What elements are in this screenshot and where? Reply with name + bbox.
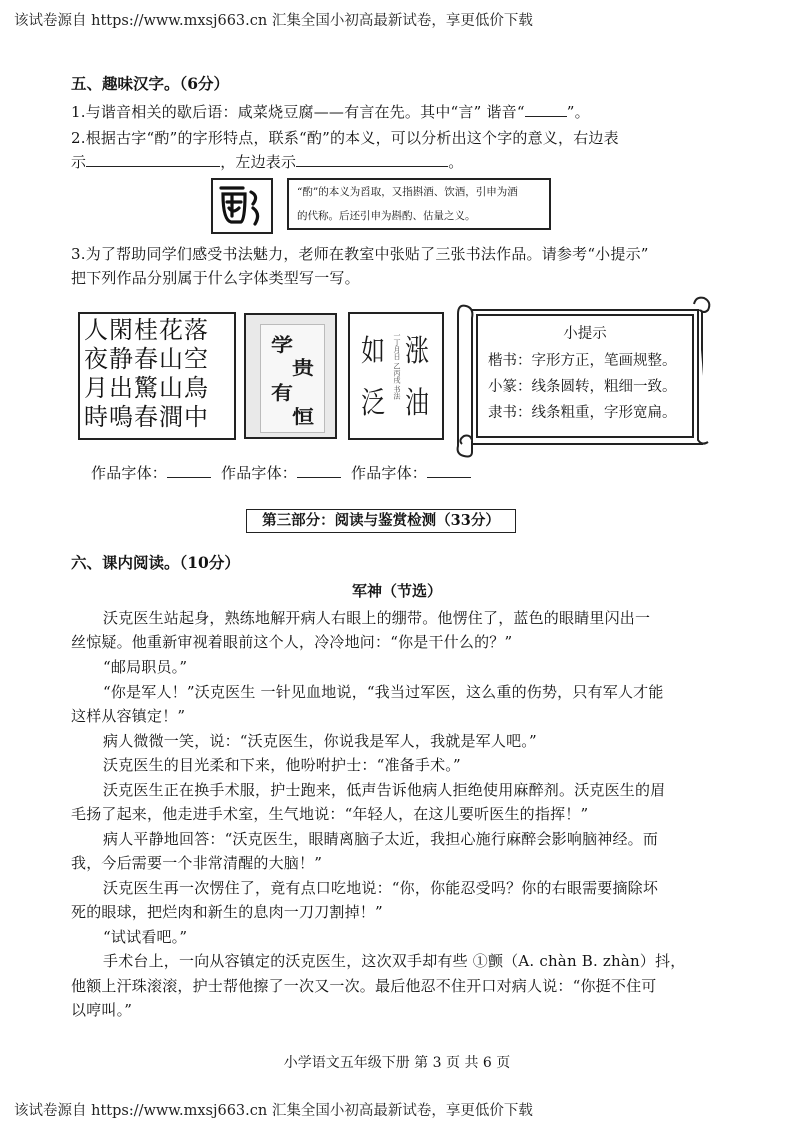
source-header: 该试卷源自 https://www.mxsj663.cn 汇集全国小初高最新试卷，享更低价下载 <box>14 13 533 29</box>
passage-line: 以哼叫。” <box>71 1001 133 1019</box>
passage-line: 病人平静地回答：“沃克医生，眼睛离脑子太近，我担心施行麻醉会影响脑神经。而 <box>103 830 659 848</box>
artwork3-inscription: 一丁月日 乙丙戌 书法 <box>393 332 401 400</box>
q2-blank-left[interactable] <box>296 152 448 167</box>
hint-lishu: 隶书：线条粗重，字形宽扁。 <box>488 405 677 421</box>
artwork1-row: 人閑桂花落 <box>84 316 209 344</box>
passage-line: 沃克医生站起身，熟练地解开病人右眼上的绷带。他愣住了，蓝色的眼睛里闪出一 <box>103 609 651 627</box>
answer-label: 作品字体： <box>221 464 298 482</box>
artwork1-row: 時鳴春澗中 <box>84 403 209 431</box>
passage-line: 毛扬了起来，他走进手术室，生气地说：“年轻人，在这儿要听医生的指挥！” <box>71 805 589 823</box>
q2-label-left: ，左边表示 <box>220 153 297 171</box>
passage-line: “试试看吧。” <box>103 928 188 946</box>
answer-label: 作品字体： <box>91 464 168 482</box>
part3-heading: 第三部分：阅读与鉴赏检测（33分） <box>246 509 516 533</box>
artwork2-char: 学 <box>271 335 294 357</box>
artwork1-row: 夜静春山空 <box>84 345 209 373</box>
page-footer: 小学语文五年级下册 第 3 页 共 6 页 <box>283 1055 511 1071</box>
section5-title: 五、趣味汉字。（6分） <box>71 74 230 93</box>
q2-blank-right[interactable] <box>86 152 220 167</box>
q1-text: 1.与谐音相关的歇后语：咸菜烧豆腐——有言在先。其中“言” 谐音“ <box>71 103 525 121</box>
passage-line: 我，今后需要一个非常清醒的大脑！” <box>71 854 323 872</box>
q3-line1: 3.为了帮助同学们感受书法魅力，老师在教室中张贴了三张书法作品。请参考“小提示” <box>71 245 649 263</box>
passage-line: 沃克医生再一次愣住了，竟有点口吃地说：“你，你能忍受吗？你的右眼需要摘除坏 <box>103 879 659 897</box>
artwork2-char: 恒 <box>292 407 315 429</box>
artwork3-char: 涨 <box>405 334 429 369</box>
hint-xiaozhuan: 小篆：线条圆转，粗细一致。 <box>488 379 677 395</box>
q1 <box>71 101 590 122</box>
definition-box <box>287 178 551 230</box>
passage-line: “邮局职员。” <box>103 658 188 676</box>
definition-line1: “酌”的本义为舀取，又指斟酒、饮酒，引申为酒 <box>297 186 518 198</box>
q2-label-right: 示 <box>71 153 87 171</box>
passage-line: 丝惊疑。他重新审视着眼前这个人，冷冷地问：“你是干什么的？” <box>71 633 513 651</box>
passage-line: “你是军人！”沃克医生 一针见血地说，“我当过军医，这么重的伤势，只有军人才能 <box>103 683 664 701</box>
section6-title: 六、课内阅读。（10分） <box>71 553 240 572</box>
calligraphy-artwork-3 <box>348 312 444 440</box>
passage-line: 这样从容镇定！” <box>71 707 186 725</box>
artwork2-paper <box>260 324 325 433</box>
artwork3-char: 泛 <box>361 386 385 421</box>
answer-blank-2[interactable] <box>297 463 341 478</box>
answer-1 <box>91 462 211 483</box>
passage-line: 病人微微一笑，说：“沃克医生，你说我是军人，我就是军人吧。” <box>103 732 537 750</box>
hint-kaishu: 楷书：字形方正，笔画规整。 <box>488 353 677 369</box>
definition-line2: 的代称。后还引申为斟酌、估量之义。 <box>297 210 476 222</box>
artwork3-char: 如 <box>361 334 385 369</box>
passage-line: 他额上汗珠滚滚，护士帮他擦了一次又一次。最后他忍不住开口对病人说：“你挺不住可 <box>71 977 657 995</box>
seal-glyph-icon <box>213 180 267 228</box>
seal-script-image <box>211 178 273 234</box>
answer-blank-1[interactable] <box>167 463 211 478</box>
passage-line: 沃克医生的目光柔和下来，他吩咐护士：“准备手术。” <box>103 756 461 774</box>
q2-end: 。 <box>448 153 464 171</box>
artwork2-char: 有 <box>271 383 294 405</box>
passage-line: 死的眼球，把烂肉和新生的息肉一刀刀割掉！” <box>71 903 383 921</box>
hints-title: 小提示 <box>563 326 607 342</box>
calligraphy-artwork-2 <box>244 313 337 439</box>
calligraphy-artwork-1 <box>78 312 236 440</box>
answer-2 <box>221 462 341 483</box>
passage-line: 手术台上，一向从容镇定的沃克医生，这次双手却有些 ①颤（A. chàn B. zhàn）抖， <box>103 952 686 970</box>
artwork3-char: 油 <box>405 386 429 421</box>
passage-title: 军神（节选） <box>351 582 442 600</box>
answer-blank-3[interactable] <box>427 463 471 478</box>
q1-end: ”。 <box>566 103 590 121</box>
passage-line: 沃克医生正在换手术服，护士跑来，低声告诉他病人拒绝使用麻醉剂。沃克医生的眉 <box>103 781 666 799</box>
source-footer: 该试卷源自 https://www.mxsj663.cn 汇集全国小初高最新试卷，享更低价下载 <box>14 1103 533 1119</box>
q2-line1: 2.根据古字“酌”的字形特点，联系“酌”的本义，可以分析出这个字的意义，右边表 <box>71 129 619 147</box>
q3-line2: 把下列作品分别属于什么字体类型写一写。 <box>71 269 360 287</box>
hints-box <box>476 314 694 438</box>
q1-blank[interactable] <box>525 102 567 117</box>
artwork1-row: 月出驚山鳥 <box>84 374 209 402</box>
answer-label: 作品字体： <box>351 464 428 482</box>
artwork2-char: 贵 <box>292 358 315 380</box>
answer-3 <box>351 462 471 483</box>
q2-line2 <box>71 151 463 172</box>
